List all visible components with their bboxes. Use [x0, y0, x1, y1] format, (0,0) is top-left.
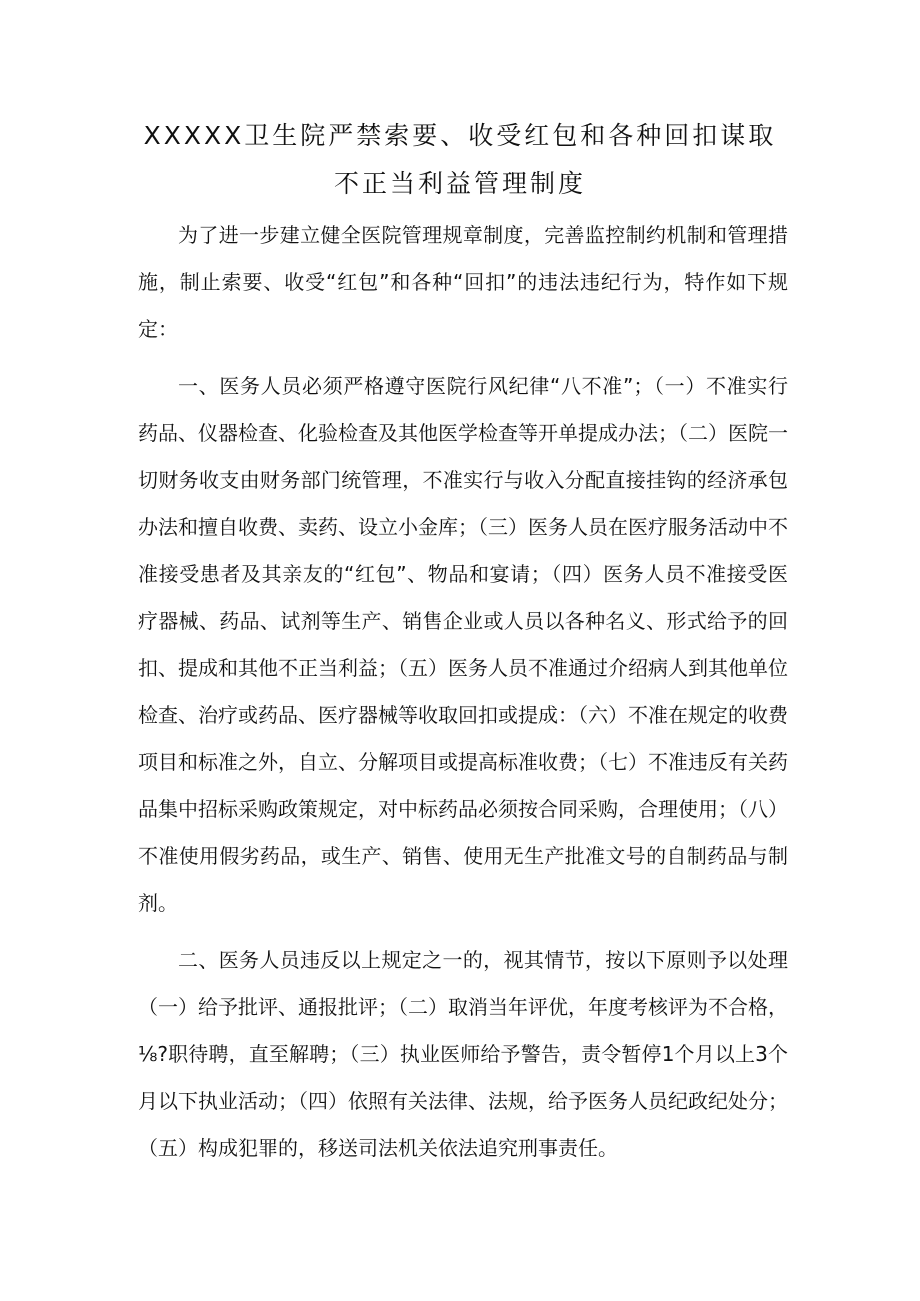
- paragraph-intro: 为了进一步建立健全医院管理规章制度，完善监控制约机制和管理措施，制止索要、收受“红包”和各种“回扣”的违法违纪行为，特作如下规定：: [138, 223, 788, 341]
- paragraph-penalties: 二、医务人员违反以上规定之一的，视其情节，按以下原则予以处理（一）给予批评、通报批评；（二）取消当年评优，年度考核评为不合格，⅛?职待聘，直至解聘；（三）执业医师给予警告，责令暂停1个月以上3个月以下执业活动；（四）依照有关法律、法规，给予医务人员纪政纪处分；（五）构成犯罪的，移送司法机关依法追究刑事责任。: [138, 948, 788, 1160]
- paragraph-rules: 一、医务人员必须严格遵守医院行风纪律“八不准”；（一）不准实行药品、仪器检查、化验检查及其他医学检查等开单提成办法；（二）医院一切财务收支由财务部门统管理，不准实行与收入分配直接挂钩的经济承包办法和擅自收费、卖药、设立小金库；（三）医务人员在医疗服务活动中不准接受患者及其亲友的“红包”、物品和宴请；（四）医务人员不准接受医疗器械、药品、试剂等生产、销售企业或人员以各种名义、形式给予的回扣、提成和其他不正当利益；（五）医务人员不准通过介绍病人到其他单位检查、治疗或药品、医疗器械等收取回扣或提成：（六）不准在规定的收费项目和标准之外，自立、分解项目或提高标准收费；（七）不准违反有关药品集中招标采购政策规定，对中标药品必须按合同采购，合理使用；（八）不准使用假劣药品，或生产、销售、使用无生产批准文号的自制药品与制剂。: [138, 374, 788, 915]
- document-body: [138, 212, 788, 1172]
- document-title: XXXXX卫生院严禁索要、收受红包和各种回扣谋取不正当利益管理制度: [143, 121, 777, 198]
